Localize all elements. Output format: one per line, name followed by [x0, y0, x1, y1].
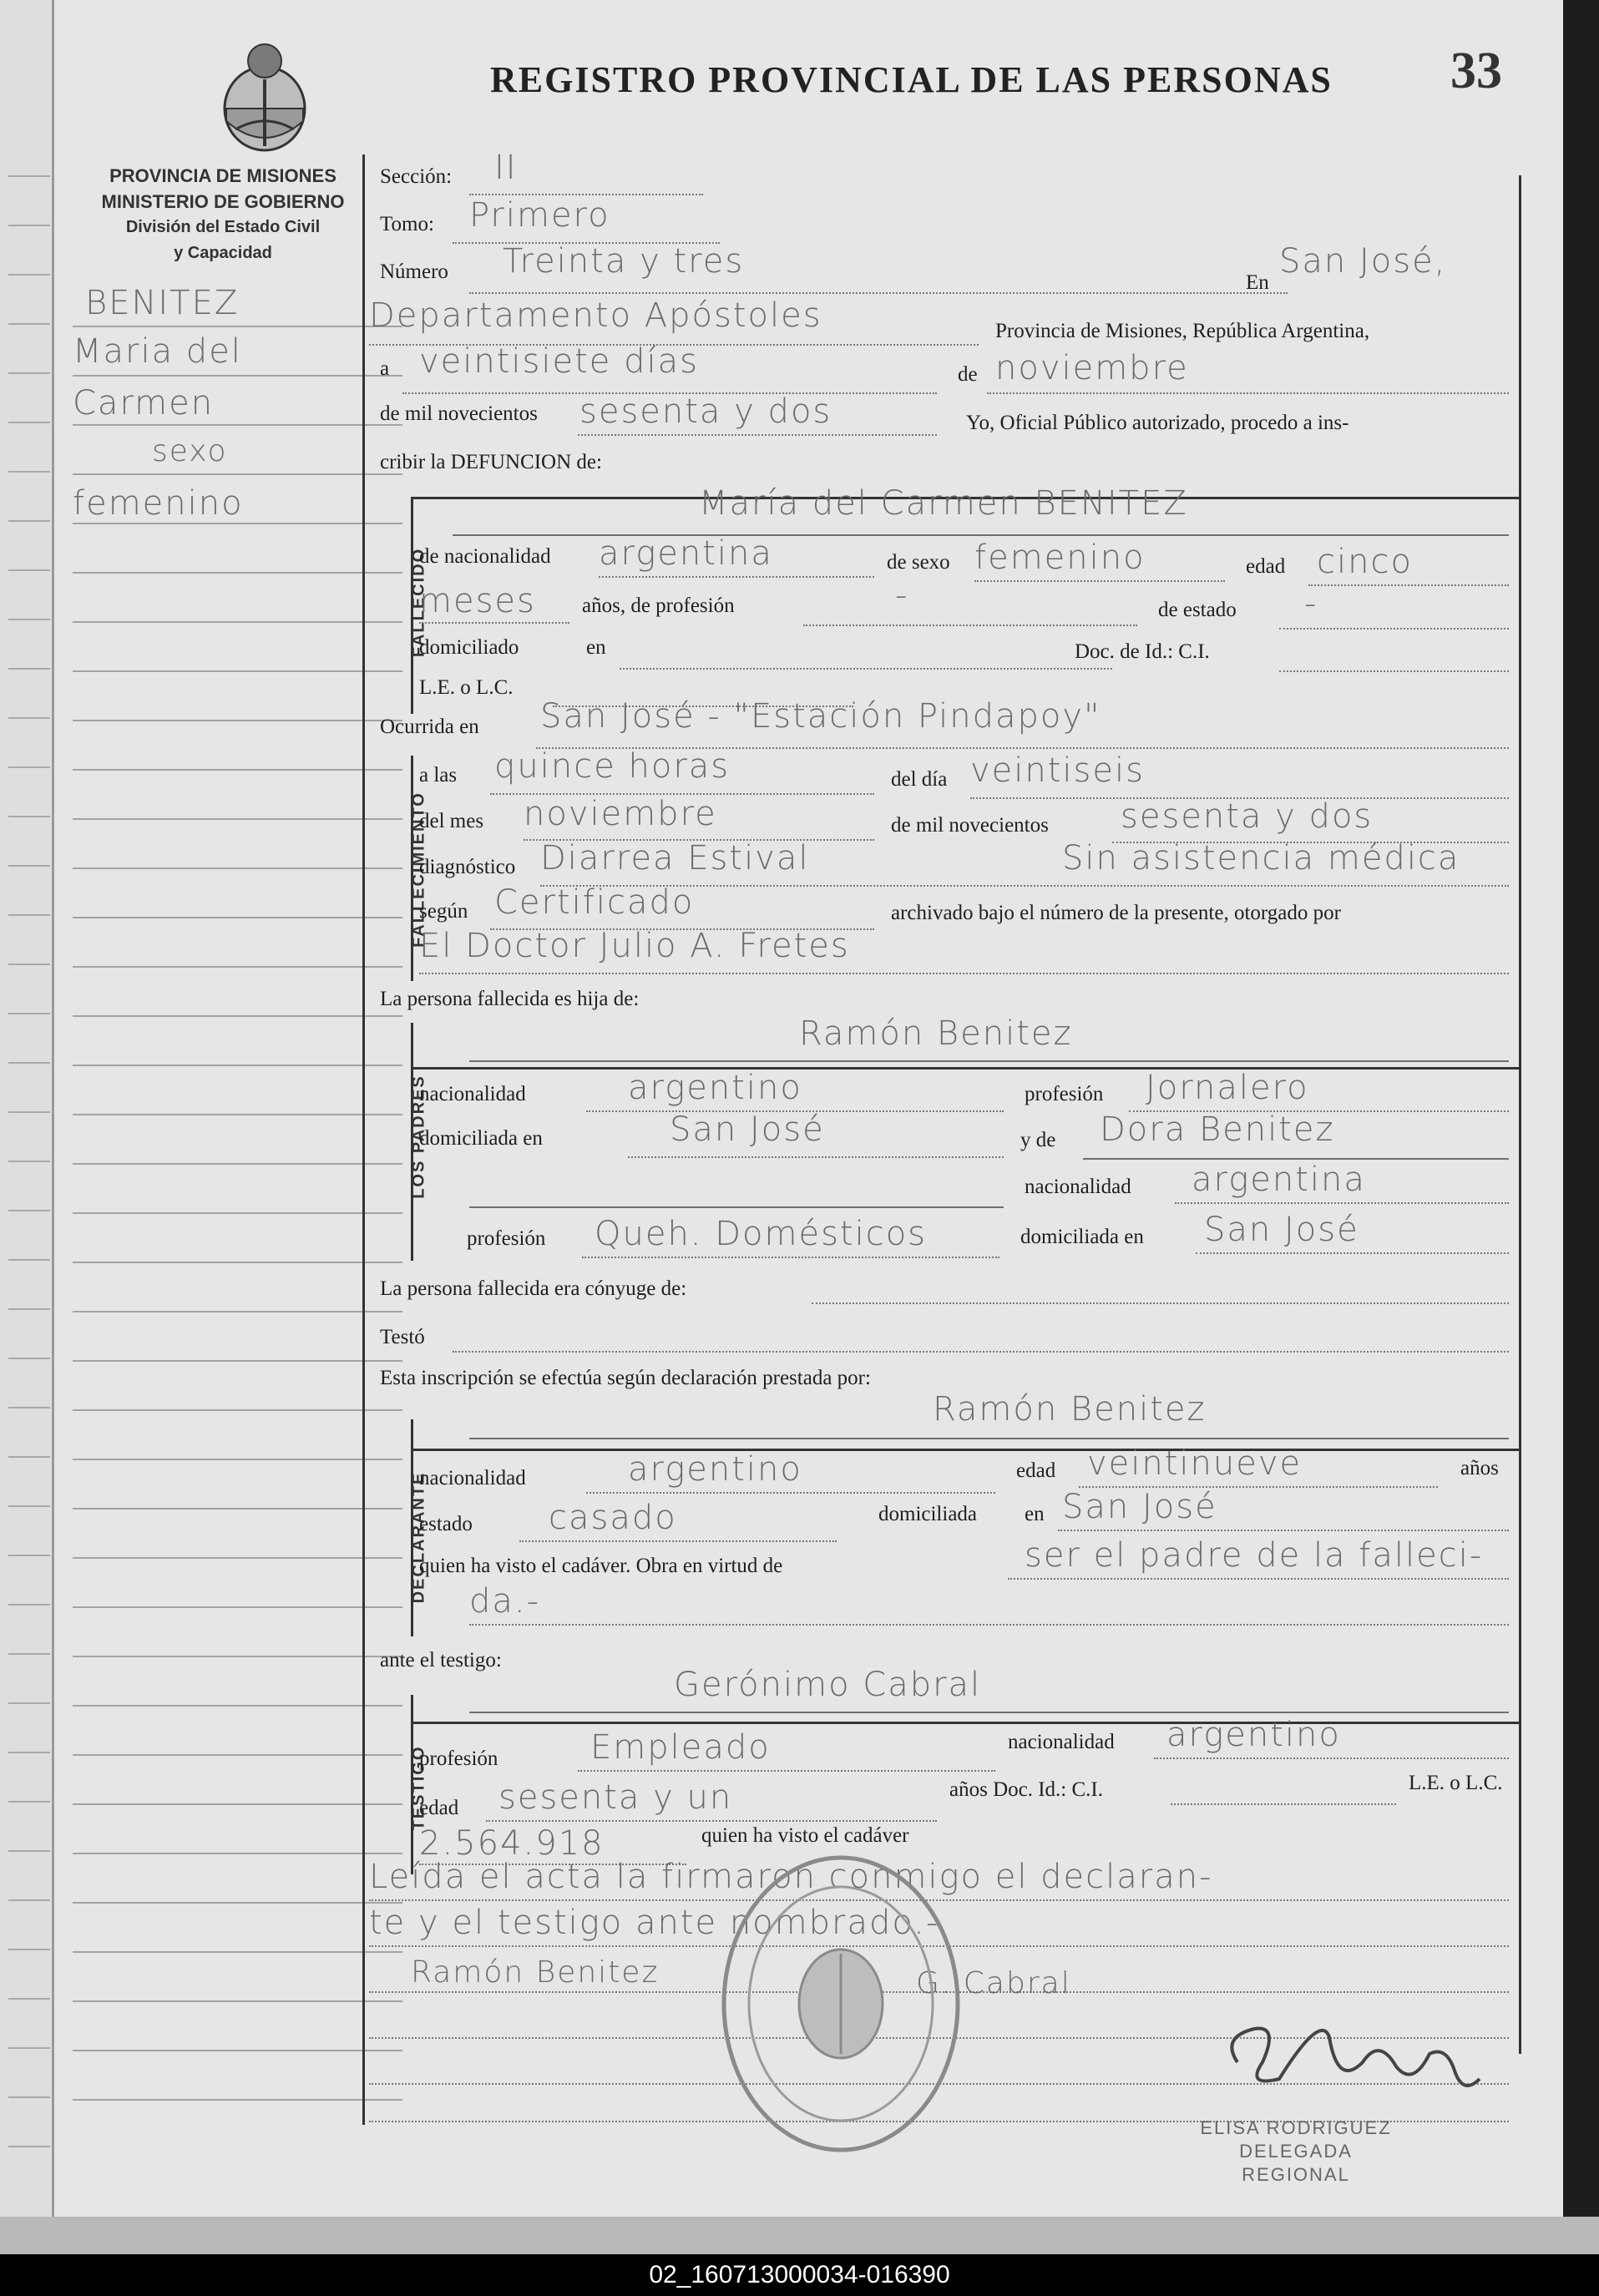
left-edge-rule [8, 2146, 50, 2147]
declarante-nombre-line [469, 1438, 1509, 1439]
mes-value: noviembre [995, 349, 1189, 387]
left-edge-rule [8, 1998, 50, 2000]
testigo-edad-label: edad [419, 1797, 459, 1819]
padre-profesion-value: Jornalero [1146, 1069, 1309, 1107]
fallecido-edad-line [1308, 584, 1509, 586]
margin-note-line: Carmen [73, 384, 215, 422]
madre-nacionalidad-line [1175, 1202, 1509, 1204]
departamento-value: Departamento Apóstoles [369, 296, 822, 335]
testigo-le-value: 2.564.918 [419, 1824, 605, 1863]
left-edge-rule [8, 323, 50, 325]
left-edge-rule [8, 1505, 50, 1507]
padre-domicilio-line [628, 1156, 1004, 1158]
left-edge-rule [8, 422, 50, 423]
declaracion-label: Esta inscripción se efectúa según declaración prestada por: [380, 1367, 871, 1389]
padre-nacionalidad-label: nacionalidad [419, 1083, 526, 1105]
margin-rule-line [73, 2000, 402, 2002]
fallecido-le-label: L.E. o L.C. [419, 676, 514, 699]
declarante-nacionalidad-label: nacionalidad [419, 1467, 526, 1489]
left-edge-rule [8, 225, 50, 226]
de-label: de [958, 363, 978, 386]
margin-rule-line [73, 2099, 402, 2101]
madre-domiciliada-label: domiciliada en [1020, 1226, 1144, 1248]
fallecido-doc-label: Doc. de Id.: C.I. [1075, 640, 1210, 663]
left-edge-rule [8, 1259, 50, 1261]
fallecimiento-mes-value: noviembre [524, 795, 717, 833]
declarante-domiciliada-label: domiciliada [878, 1503, 978, 1525]
margin-rule-line [73, 326, 402, 327]
padre-nombre: Ramón Benitez [799, 1014, 1073, 1053]
mil-label: de mil novecientos [380, 402, 538, 425]
testigo-profesion-value: Empleado [590, 1728, 771, 1767]
testigo-le-label: L.E. o L.C. [1409, 1772, 1503, 1794]
provincia-text: Provincia de Misiones, República Argentina, [995, 320, 1370, 342]
horas-value: quince horas [494, 747, 731, 786]
margin-note-surname: BENITEZ [85, 284, 240, 322]
margin-rule-line [73, 867, 402, 869]
office-line: y Capacidad [174, 244, 272, 262]
conyuge-label: La persona fallecida era cónyuge de: [380, 1277, 687, 1300]
declarante-edad-label: edad [1016, 1459, 1056, 1482]
left-edge-rule [8, 1752, 50, 1753]
left-edge-rule [8, 569, 50, 571]
otorgado-line [419, 973, 1509, 974]
testigo-profesion-label: profesión [419, 1747, 498, 1770]
margin-rule-line [73, 572, 402, 574]
testigo-section-label: TESTIGO [409, 1745, 428, 1831]
margin-rule-line [73, 523, 402, 524]
signature-testigo: G. Cabral [916, 1966, 1071, 2000]
testigo-anios-doc-label: años Doc. Id.: C.I. [949, 1778, 1103, 1801]
page-title: REGISTRO PROVINCIAL DE LAS PERSONAS [490, 59, 1333, 100]
tomo-label: Tomo: [380, 213, 434, 235]
left-edge-rule [8, 865, 50, 867]
diagnostico-value: Diarrea Estival [540, 839, 810, 877]
madre-profesion-value: Queh. Domésticos [595, 1215, 928, 1253]
fallecido-doc-line [1279, 670, 1509, 672]
left-edge-rule [8, 914, 50, 916]
declarante-domicilio-line [1058, 1530, 1509, 1531]
left-edge-rule [8, 963, 50, 965]
left-edge-rule [8, 2047, 50, 2049]
declarante-en-label: en [1025, 1503, 1045, 1525]
margin-rule-line [73, 1951, 402, 1953]
testigo-edad-value: sesenta y un [498, 1778, 733, 1817]
madre-nombre-line [1083, 1158, 1509, 1160]
office-line: PROVINCIA DE MISIONES [109, 165, 336, 186]
fallecimiento-section-label: FALLECIMIENTO [409, 791, 428, 948]
cribir-text: cribir la DEFUNCION de: [380, 451, 602, 473]
margin-rule-line [73, 473, 402, 475]
margin-rule-line [73, 375, 402, 377]
closing-line-2: te y el testigo ante nombrado.- [369, 1904, 940, 1942]
fallecido-en-label: en [586, 636, 606, 659]
fallecido-sexo-value: femenino [974, 539, 1146, 577]
left-edge-rule [8, 816, 50, 817]
left-edge-rule [8, 175, 50, 177]
margin-rule-line [73, 966, 402, 968]
margin-rule-line [73, 769, 402, 771]
testigo-quien-label: quien ha visto el cadáver [701, 1824, 909, 1847]
image-id-footer: 02_160713000034-016390 [0, 2254, 1599, 2296]
margin-rule-line [73, 1262, 402, 1263]
office-heading [64, 163, 382, 266]
coat-of-arms-emblem [219, 29, 311, 154]
dias-value: veintisiete días [419, 342, 699, 381]
margin-note-line: femenino [73, 484, 244, 523]
seccion-label: Sección: [380, 165, 453, 188]
left-edge-rule [8, 766, 50, 768]
fallecido-estado-value: - [1304, 584, 1318, 623]
margin-rule-line [73, 1853, 402, 1854]
left-edge-rule [8, 1801, 50, 1803]
testigo-nacionalidad-line [1154, 1757, 1509, 1759]
declarante-estado-line [519, 1540, 837, 1542]
testigo-nombre-line [469, 1712, 1509, 1713]
padre-nacionalidad-value: argentino [628, 1069, 802, 1107]
ocurrida-label: Ocurrida en [380, 716, 479, 738]
en-value: San José, [1279, 242, 1447, 281]
fallecimiento-anio-value: sesenta y dos [1121, 797, 1374, 836]
a-las-label: a las [419, 764, 458, 786]
left-edge-rule [8, 1358, 50, 1359]
fallecido-section-label: FALLECIDO [409, 547, 428, 658]
dia-value: veintiseis [970, 751, 1145, 790]
testo-label: Testó [380, 1326, 425, 1348]
margin-rule-line [73, 818, 402, 820]
margin-rule-line [73, 1557, 402, 1559]
testo-line [453, 1351, 1509, 1353]
segun-value: Certificado [494, 883, 695, 922]
testigo-nacionalidad-value: argentino [1166, 1716, 1341, 1754]
y-de-label: y de [1020, 1129, 1056, 1151]
declarante-virtud2-line [469, 1624, 1509, 1626]
madre-nacionalidad-value: argentina [1192, 1161, 1366, 1199]
seccion-value: II [494, 149, 518, 187]
declarante-domicilio-value: San José [1062, 1488, 1217, 1526]
page-number: 33 [1450, 43, 1502, 99]
left-edge-rule [8, 471, 50, 473]
conyuge-line [812, 1302, 1509, 1304]
margin-rule-line [73, 1459, 402, 1460]
fallecido-edad2-line [419, 622, 569, 624]
margin-rule-line [73, 1902, 402, 1904]
left-edge-rule [8, 2096, 50, 2098]
fallecido-estado-line [1279, 628, 1509, 630]
fallecido-domiciliado-label: domiciliado [419, 636, 519, 659]
margin-rule-line [73, 1015, 402, 1017]
fallecido-edad-value2: meses [419, 582, 536, 620]
otorgado-value: El Doctor Julio A. Fretes [419, 927, 850, 965]
declarante-virtud-line [1008, 1578, 1509, 1580]
margin-rule-line [73, 1754, 402, 1756]
left-edge-rule [8, 1111, 50, 1113]
left-edge-rule [8, 274, 50, 276]
padre-domicilio-value: San José [670, 1110, 825, 1149]
del-dia-label: del día [891, 768, 948, 791]
madre-domicilio-value: San José [1204, 1211, 1359, 1249]
margin-rule-line [73, 1606, 402, 1608]
testigo-nacionalidad-label: nacionalidad [1008, 1731, 1115, 1753]
yo-text: Yo, Oficial Público autorizado, procedo a ins- [966, 412, 1349, 434]
fallecido-edad-value: cinco [1317, 543, 1413, 581]
declarante-estado-label: estado [419, 1513, 473, 1535]
fallecido-domicilio-line [620, 668, 1112, 670]
en-label: En [1246, 271, 1269, 294]
margin-rule-line [73, 1508, 402, 1510]
left-edge-rule [8, 717, 50, 719]
left-edge-rule [8, 668, 50, 670]
fallecido-edad-label: edad [1246, 555, 1286, 578]
segun-label: según [419, 900, 468, 923]
right-border [1519, 175, 1521, 2054]
diagnostico-label: diagnóstico [419, 856, 516, 878]
margin-rule-line [73, 1656, 402, 1657]
fallecido-nombre: María del Carmen BENITEZ [699, 484, 1188, 523]
declarante-nacionalidad-line [586, 1492, 995, 1494]
margin-rule-line [73, 1065, 402, 1066]
numero-label: Número [380, 260, 448, 283]
margin-note-line: sexo [152, 434, 228, 468]
madre-extra-line [469, 1206, 1004, 1208]
testigo-nombre: Gerónimo Cabral [674, 1666, 982, 1704]
left-edge-rule [8, 1604, 50, 1606]
left-edge-rule [8, 1555, 50, 1556]
declarante-edad-value: veintinueve [1087, 1444, 1303, 1483]
fallecido-nacionalidad-value: argentina [599, 534, 773, 573]
official-seal-stamp [716, 1849, 966, 2158]
a-label: a [380, 357, 390, 380]
ocurrida-value: San José - "Estación Pindapoy" [540, 697, 1101, 736]
margin-rule-line [73, 1409, 402, 1411]
madre-profesion-label: profesión [467, 1227, 546, 1250]
left-edge-rule [8, 619, 50, 620]
office-line: División del Estado Civil [125, 218, 321, 236]
fallecido-anios-label: años, de profesión [582, 594, 735, 617]
margin-rule-line [73, 670, 402, 672]
declarante-anios-label: años [1460, 1457, 1499, 1479]
margin-rule-line [73, 1360, 402, 1362]
official-signature [1204, 1987, 1496, 2112]
signature-declarante: Ramón Benitez [411, 1955, 660, 1990]
padres-top-rule [411, 1067, 1519, 1070]
declarante-top-rule [411, 1449, 1519, 1451]
fallecido-sexo-label: de sexo [887, 551, 950, 574]
padres-section-label: LOS PADRES [409, 1075, 428, 1199]
official-name: ELISA RODRIGUEZ [1200, 2117, 1392, 2138]
padre-nombre-line [469, 1060, 1509, 1062]
seccion-line [469, 194, 703, 195]
fallecido-nacionalidad-line [599, 576, 874, 578]
asistencia-value: Sin asistencia médica [1062, 839, 1460, 877]
left-edge-rule [8, 372, 50, 374]
declarante-virtud-value: ser el padre de la falleci- [1025, 1536, 1484, 1575]
declarante-virtud-value2: da.- [469, 1582, 541, 1621]
declarante-estado-value: casado [549, 1499, 677, 1537]
margin-rule-line [73, 1163, 402, 1165]
anio-line [578, 434, 937, 436]
madre-nombre: Dora Benitez [1100, 1110, 1335, 1149]
left-edge-rule [8, 1850, 50, 1852]
margin-rule-line [73, 1311, 402, 1312]
madre-profesion-line [582, 1257, 999, 1258]
left-edge-rule [8, 1653, 50, 1655]
numero-value: Treinta y tres [503, 242, 745, 281]
anio-value: sesenta y dos [579, 392, 832, 431]
testigo-top-rule [411, 1722, 1519, 1724]
left-edge-rule [8, 1702, 50, 1704]
official-title: DELEGADA REGIONAL [1239, 2141, 1353, 2185]
left-edge-rule [8, 1949, 50, 1950]
declarante-nombre: Ramón Benitez [933, 1390, 1207, 1429]
left-edge-rule [8, 1013, 50, 1014]
numero-line [469, 292, 1288, 294]
official-name-stamp [1196, 2116, 1396, 2187]
fallecido-profesion-value: - [895, 576, 909, 614]
declarante-nacionalidad-value: argentino [628, 1450, 802, 1489]
closing-line-1: Leída el acta la firmaron conmigo el declaran- [369, 1858, 1213, 1896]
fallecido-nacionalidad-label: de nacionalidad [419, 545, 551, 568]
margin-note-line: Maria del [73, 332, 242, 371]
margin-rule-line [73, 1803, 402, 1805]
left-edge-rule [8, 1308, 50, 1310]
left-edge-rule [8, 1161, 50, 1162]
declarante-quien-label: quien ha visto el cadáver. Obra en virtud de [419, 1555, 783, 1577]
fallecido-profesion-line [803, 625, 1137, 626]
archivado-text: archivado bajo el número de la presente, otorgado por [891, 902, 1341, 924]
testigo-edad-line [486, 1820, 937, 1822]
left-edge-rule [8, 520, 50, 522]
padre-domiciliada-label: domiciliada en [419, 1127, 543, 1150]
margin-rule-line [73, 1705, 402, 1707]
margin-rule-line [73, 621, 402, 623]
margin-divider [362, 154, 365, 2125]
declarante-section-label: DECLARANTE [409, 1471, 428, 1604]
margin-rule-line [73, 1212, 402, 1214]
bottom-strip [0, 2217, 1599, 2254]
madre-domicilio-line [1196, 1252, 1509, 1254]
testigo-profesion-line [578, 1770, 995, 1772]
hija-de-label: La persona fallecida es hija de: [380, 988, 640, 1010]
ante-testigo-label: ante el testigo: [380, 1649, 502, 1671]
left-page-edge [0, 0, 54, 2217]
office-line: MINISTERIO DE GOBIERNO [101, 191, 345, 212]
left-edge-rule [8, 1407, 50, 1408]
register-page [52, 0, 1563, 2217]
mes-line [987, 392, 1509, 394]
margin-rule-line [73, 720, 402, 721]
left-edge-rule [8, 1899, 50, 1901]
fallecimiento-mil-label: de mil novecientos [891, 814, 1049, 837]
margin-rule-line [73, 424, 402, 426]
margin-rule-line [73, 917, 402, 918]
margin-rule-line [73, 1114, 402, 1115]
left-edge-rule [8, 1062, 50, 1064]
margin-rule-line [73, 2050, 402, 2051]
madre-nacionalidad-label: nacionalidad [1025, 1176, 1131, 1198]
left-edge-rule [8, 1456, 50, 1458]
del-mes-label: del mes [419, 810, 484, 832]
left-edge-rule [8, 1210, 50, 1211]
padre-profesion-label: profesión [1025, 1083, 1104, 1105]
tomo-value: Primero [469, 196, 610, 235]
fallecido-sexo-line [974, 580, 1225, 582]
testigo-doc-line [1171, 1803, 1396, 1805]
fallecido-estado-label: de estado [1158, 599, 1237, 621]
